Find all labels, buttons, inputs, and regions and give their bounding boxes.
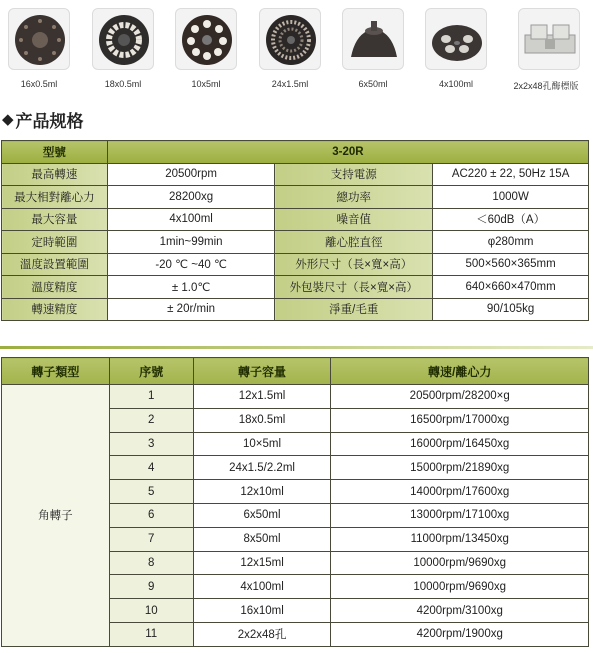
spec-value: 640×660×470mm — [433, 276, 589, 299]
capacity-cell: 6x50ml — [193, 503, 331, 527]
thumbnail-caption: 2x2x48孔酶標版 — [513, 81, 579, 91]
thumbnail-caption: 16x0.5ml — [20, 79, 58, 89]
rotor-10-hole-icon — [175, 8, 237, 70]
capacity-cell: 12x1.5ml — [193, 385, 331, 409]
capacity-cell: 4x100ml — [193, 575, 331, 599]
speed-cell: 10000rpm/9690xg — [331, 575, 589, 599]
spec-label: 外形尺寸（長×寬×高） — [275, 253, 433, 276]
spec-table — [1, 140, 589, 321]
diamond-bullet-icon: ◆ — [2, 110, 14, 128]
capacity-cell: 12x10ml — [193, 480, 331, 504]
rotor-16-hole-icon — [8, 8, 70, 70]
spec-value: 90/105kg — [433, 298, 589, 321]
thumbnail-4x100 — [422, 8, 490, 89]
spec-row — [2, 186, 589, 209]
spec-label: 最高轉速 — [2, 163, 108, 186]
capacity-cell: 16x10ml — [193, 599, 331, 623]
rotor-24-hole-icon — [259, 8, 321, 70]
thumbnail-10x5 — [172, 8, 240, 89]
capacity-cell: 12x15ml — [193, 551, 331, 575]
rotor-table — [1, 357, 589, 647]
capacity-cell: 2x2x48孔 — [193, 622, 331, 646]
spec-header-row — [2, 141, 589, 164]
thumbnail-caption: 18x0.5ml — [104, 79, 142, 89]
spec-value: 500×560×365mm — [433, 253, 589, 276]
spec-value: φ280mm — [433, 231, 589, 254]
speed-cell: 10000rpm/9690xg — [331, 551, 589, 575]
spec-row — [2, 253, 589, 276]
seq-cell: 7 — [109, 527, 193, 551]
seq-cell: 1 — [109, 385, 193, 409]
plate-rotor-icon — [518, 8, 580, 70]
rotor-type-cell: 角轉子 — [2, 385, 110, 647]
thumbnail-18x05 — [89, 8, 157, 89]
spec-value: ± 20r/min — [107, 298, 274, 321]
speed-cell: 13000rpm/17100xg — [331, 503, 589, 527]
speed-cell: 16500rpm/17000xg — [331, 408, 589, 432]
rotor-header-row — [2, 358, 589, 385]
rotor-4-hole-icon — [425, 8, 487, 70]
speed-cell: 14000rpm/17600xg — [331, 480, 589, 504]
spec-value: 1000W — [433, 186, 589, 209]
seq-cell: 2 — [109, 408, 193, 432]
thumbnail-caption: 6x50ml — [358, 79, 388, 89]
table-row — [2, 385, 589, 409]
spec-label: 溫度設置範圍 — [2, 253, 108, 276]
seq-cell: 10 — [109, 599, 193, 623]
capacity-cell: 10×5ml — [193, 432, 331, 456]
spec-label: 外包裝尺寸（長×寬×高） — [275, 276, 433, 299]
spec-row — [2, 276, 589, 299]
spec-label: 定時範圍 — [2, 231, 108, 254]
spec-row — [2, 163, 589, 186]
spec-value: 4x100ml — [107, 208, 274, 231]
speed-cell: 20500rpm/28200×g — [331, 385, 589, 409]
spec-label: 支持電源 — [275, 163, 433, 186]
speed-cell: 16000rpm/16450xg — [331, 432, 589, 456]
col-header-type: 轉子類型 — [2, 358, 110, 385]
spec-value: 20500rpm — [107, 163, 274, 186]
seq-cell: 9 — [109, 575, 193, 599]
rotor-18-hole-icon — [92, 8, 154, 70]
thumbnail-16x05 — [5, 8, 73, 89]
seq-cell: 4 — [109, 456, 193, 480]
capacity-cell: 24x1.5/2.2ml — [193, 456, 331, 480]
spec-value: ± 1.0℃ — [107, 276, 274, 299]
spec-value: 1min~99min — [107, 231, 274, 254]
spec-label: 最大容量 — [2, 208, 108, 231]
seq-cell: 6 — [109, 503, 193, 527]
thumbnail-6x50 — [339, 8, 407, 89]
seq-cell: 3 — [109, 432, 193, 456]
spec-label: 溫度精度 — [2, 276, 108, 299]
thumbnail-caption: 10x5ml — [191, 79, 221, 89]
speed-cell: 4200rpm/3100xg — [331, 599, 589, 623]
speed-cell: 15000rpm/21890xg — [331, 456, 589, 480]
thumbnail-caption: 4x100ml — [438, 79, 474, 89]
speed-cell: 4200rpm/1900xg — [331, 622, 589, 646]
col-header-capacity: 轉子容量 — [193, 358, 331, 385]
spec-row — [2, 298, 589, 321]
capacity-cell: 8x50ml — [193, 527, 331, 551]
section-heading — [2, 108, 84, 130]
thumbnail-plate — [507, 8, 591, 92]
divider — [0, 346, 593, 349]
spec-label: 轉速精度 — [2, 298, 108, 321]
col-header-seq: 序號 — [109, 358, 193, 385]
thumbnail-caption: 24x1.5ml — [271, 79, 309, 89]
spec-label: 噪音值 — [275, 208, 433, 231]
spec-label: 總功率 — [275, 186, 433, 209]
spec-label: 淨重/毛重 — [275, 298, 433, 321]
spec-label: 最大相對離心力 — [2, 186, 108, 209]
model-label: 型號 — [2, 141, 108, 164]
spec-row — [2, 208, 589, 231]
spec-row — [2, 231, 589, 254]
seq-cell: 8 — [109, 551, 193, 575]
rotor-lid-icon — [342, 8, 404, 70]
capacity-cell: 18x0.5ml — [193, 408, 331, 432]
spec-value: 28200xg — [107, 186, 274, 209]
spec-label: 離心腔直徑 — [275, 231, 433, 254]
speed-cell: 11000rpm/13450xg — [331, 527, 589, 551]
rotor-thumbnails — [0, 0, 593, 100]
seq-cell: 5 — [109, 480, 193, 504]
seq-cell: 11 — [109, 622, 193, 646]
thumbnail-24x15 — [256, 8, 324, 89]
spec-value: -20 ℃ ~40 ℃ — [107, 253, 274, 276]
heading-text: 产品规格 — [15, 111, 84, 132]
col-header-speed: 轉速/離心力 — [331, 358, 589, 385]
model-value: 3-20R — [107, 141, 588, 164]
spec-value: ＜60dB（A） — [433, 208, 589, 231]
spec-value: AC220 ± 22, 50Hz 15A — [433, 163, 589, 186]
